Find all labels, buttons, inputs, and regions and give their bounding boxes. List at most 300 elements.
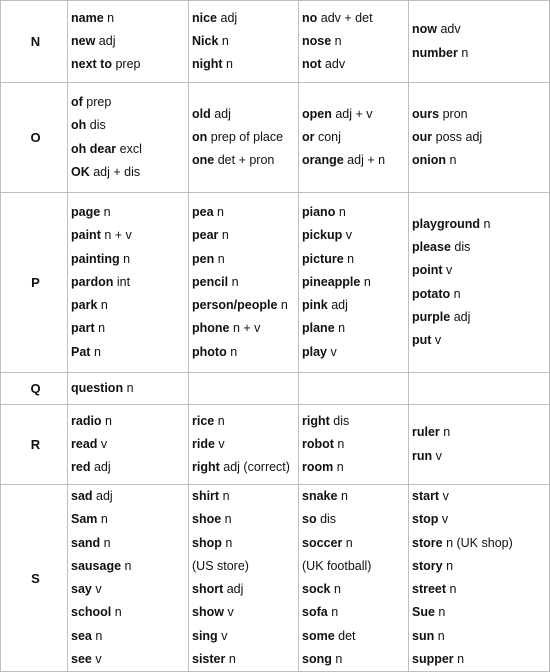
headword: supper	[412, 652, 454, 667]
part-of-speech: adj	[96, 489, 113, 503]
vocab-entry	[192, 578, 298, 601]
part-of-speech: n	[347, 251, 355, 266]
headword: put	[412, 333, 432, 348]
vocab-entry	[412, 283, 549, 306]
letter-row-q	[1, 373, 550, 405]
headword: please	[412, 239, 451, 254]
headword: pineapple	[302, 274, 361, 289]
vocab-entry	[192, 625, 298, 648]
vocab-entry	[412, 42, 549, 65]
headword: new	[71, 33, 96, 48]
part-of-speech: adv	[324, 57, 346, 72]
headword: Sam	[71, 512, 98, 527]
part-of-speech: n	[438, 605, 446, 620]
vocab-entry	[302, 53, 408, 76]
vocab-entry	[302, 625, 408, 648]
headword: next to	[71, 57, 112, 72]
part-of-speech: v	[435, 448, 442, 463]
headword: sofa	[302, 605, 328, 620]
vocab-entry	[302, 578, 408, 601]
part-of-speech: det + pron	[217, 153, 275, 168]
part-of-speech: n	[98, 321, 106, 336]
vocab-entry	[71, 248, 188, 271]
word-column-cell	[189, 83, 299, 193]
vocab-entry	[412, 103, 549, 126]
headword: Pat	[71, 344, 91, 359]
vocab-entry	[71, 114, 188, 137]
part-of-speech: n (UK shop)	[446, 535, 513, 550]
part-of-speech: n	[230, 344, 238, 359]
vocab-entry	[302, 341, 408, 364]
headword: Nick	[192, 33, 219, 48]
part-of-speech: n	[453, 286, 461, 301]
part-of-speech: pron	[442, 106, 468, 121]
vocab-entry	[412, 601, 549, 624]
part-of-speech: n	[457, 652, 465, 667]
part-of-speech: n	[333, 582, 341, 597]
part-of-speech: n	[224, 512, 232, 527]
vocab-entry	[302, 294, 408, 317]
word-column-cell	[189, 1, 299, 83]
vocab-entry	[412, 485, 549, 508]
headword: orange	[302, 153, 344, 168]
vocab-entry	[71, 53, 188, 76]
part-of-speech: v	[345, 228, 353, 243]
part-of-speech: n	[483, 216, 491, 231]
headword: phone	[192, 321, 230, 336]
headword: short	[192, 582, 224, 597]
headword: purple	[412, 309, 451, 324]
part-of-speech: int	[116, 274, 131, 289]
part-of-speech: n	[449, 153, 457, 168]
vocab-entry	[192, 648, 298, 671]
vocab-entry	[412, 329, 549, 352]
part-of-speech: n	[226, 57, 233, 72]
headword: some	[302, 628, 335, 643]
headword: old	[192, 106, 211, 121]
part-of-speech: n	[217, 204, 224, 219]
part-of-speech: n	[217, 251, 225, 266]
word-column-cell	[409, 1, 550, 83]
part-of-speech: prep of place	[210, 129, 284, 144]
headword: start	[412, 489, 440, 503]
headword: page	[71, 204, 101, 219]
headword: shop	[192, 535, 222, 550]
part-of-speech: v	[100, 436, 108, 451]
headword: shoe	[192, 512, 222, 527]
part-of-speech: n	[225, 535, 233, 550]
part-of-speech: n	[443, 425, 451, 440]
vocab-entry	[302, 555, 408, 578]
vocab-entry	[192, 224, 298, 247]
vocab-entry	[192, 53, 298, 76]
part-of-speech: n	[363, 274, 371, 289]
vocab-entry	[71, 224, 188, 247]
headword: person/people	[192, 298, 278, 313]
headword: soccer	[302, 535, 343, 550]
headword: nice	[192, 10, 218, 25]
vocab-entry	[412, 508, 549, 531]
word-column-cell	[299, 1, 409, 83]
headword: play	[302, 344, 328, 359]
headword: playground	[412, 216, 481, 231]
headword: read	[71, 436, 98, 451]
part-of-speech: v	[434, 333, 442, 348]
vocab-entry	[192, 201, 298, 224]
part-of-speech: adj + dis	[93, 164, 141, 179]
vocab-entry	[412, 18, 549, 41]
vocab-entry	[71, 271, 188, 294]
headword: onion	[412, 153, 447, 168]
headword: night	[192, 57, 223, 72]
headword: say	[71, 582, 92, 597]
vocab-entry	[302, 532, 408, 555]
vocab-entry	[302, 648, 408, 671]
part-of-speech: n	[228, 652, 236, 667]
part-of-speech: n	[124, 558, 132, 573]
word-column-cell	[189, 405, 299, 485]
headword: street	[412, 582, 447, 597]
part-of-speech: n	[107, 10, 115, 25]
headword: show	[192, 605, 224, 620]
word-column-cell	[409, 193, 550, 373]
vocab-entry	[412, 149, 549, 172]
headword: sister	[192, 652, 226, 667]
headword: sausage	[71, 558, 122, 573]
headword: point	[412, 263, 443, 278]
vocab-entry	[412, 259, 549, 282]
headword: ours	[412, 106, 440, 121]
vocab-entry	[71, 601, 188, 624]
letter-row-s	[1, 485, 550, 672]
part-of-speech: adj (correct)	[223, 460, 290, 475]
headword: potato	[412, 286, 451, 301]
part-of-speech: n	[337, 436, 345, 451]
part-of-speech: adj	[453, 309, 471, 324]
vocab-entry	[71, 138, 188, 161]
part-of-speech: n	[331, 605, 339, 620]
part-of-speech: n	[345, 535, 353, 550]
part-of-speech: n	[217, 413, 225, 428]
vocab-entry	[71, 91, 188, 114]
vocab-entry	[71, 341, 188, 364]
part-of-speech: n	[338, 321, 346, 336]
vocab-entry	[412, 236, 549, 259]
word-column-cell	[189, 193, 299, 373]
vocab-entry	[192, 433, 298, 456]
word-column-cell	[189, 485, 299, 672]
part-of-speech: n	[105, 413, 112, 428]
vocab-entry	[192, 601, 298, 624]
headword: school	[71, 605, 112, 620]
part-of-speech: v	[227, 605, 234, 620]
vocab-entry	[71, 485, 188, 508]
word-column-cell	[409, 485, 550, 672]
part-of-speech: n	[114, 605, 122, 620]
headword: park	[71, 298, 98, 313]
vocab-entry	[71, 377, 188, 400]
vocab-entry	[71, 294, 188, 317]
vocab-entry	[412, 648, 549, 671]
letter-heading: S	[1, 485, 68, 672]
vocab-entry	[192, 103, 298, 126]
headword: ruler	[412, 425, 440, 440]
part-of-speech: n	[221, 33, 229, 48]
part-of-speech: n	[335, 652, 343, 667]
vocab-entry	[192, 248, 298, 271]
headword: pen	[192, 251, 215, 266]
headword: sad	[71, 489, 93, 503]
vocab-entry	[71, 555, 188, 578]
vocab-entry	[71, 456, 188, 479]
vocab-entry	[192, 532, 298, 555]
vocab-entry	[302, 248, 408, 271]
vocab-entry	[412, 625, 549, 648]
vocab-entry	[71, 410, 188, 433]
headword: song	[302, 652, 332, 667]
headword: shirt	[192, 489, 220, 503]
headword: sun	[412, 628, 435, 643]
part-of-speech: n	[446, 558, 454, 573]
headword: nose	[302, 33, 332, 48]
vocab-entry	[192, 30, 298, 53]
vocab-entry	[302, 149, 408, 172]
vocabulary-table-body	[1, 1, 550, 672]
part-of-speech: adv + det	[320, 10, 373, 25]
word-column-cell	[299, 485, 409, 672]
word-column-cell	[299, 193, 409, 373]
headword: oh dear	[71, 141, 117, 156]
headword: paint	[71, 228, 101, 243]
part-of-speech: (US store)	[192, 558, 249, 573]
part-of-speech: n + v	[104, 228, 132, 243]
part-of-speech: n	[449, 582, 457, 597]
word-column-cell	[409, 83, 550, 193]
letter-heading: Q	[1, 373, 68, 405]
part-of-speech: v	[446, 263, 453, 278]
letter-heading: P	[1, 193, 68, 373]
vocab-entry	[412, 306, 549, 329]
part-of-speech: dis	[320, 512, 337, 527]
vocab-entry	[71, 648, 188, 671]
vocab-entry	[302, 224, 408, 247]
part-of-speech: n	[93, 344, 101, 359]
vocab-entry	[302, 317, 408, 340]
headword: sand	[71, 535, 101, 550]
headword: red	[71, 460, 91, 475]
part-of-speech: adv	[440, 22, 461, 37]
headword: photo	[192, 344, 227, 359]
headword: run	[412, 448, 433, 463]
headword: ride	[192, 436, 215, 451]
part-of-speech: v	[441, 512, 449, 527]
vocab-entry	[71, 625, 188, 648]
part-of-speech: conj	[317, 129, 341, 144]
headword: rice	[192, 413, 215, 428]
word-column-cell	[409, 405, 550, 485]
headword: sea	[71, 628, 92, 643]
letter-row-n	[1, 1, 550, 83]
headword: our	[412, 129, 433, 144]
headword: right	[192, 460, 220, 475]
part-of-speech: n	[100, 512, 108, 527]
word-column-cell	[68, 83, 189, 193]
part-of-speech: dis	[454, 239, 471, 254]
headword: or	[302, 129, 315, 144]
headword: snake	[302, 489, 338, 503]
part-of-speech: n	[231, 274, 239, 289]
part-of-speech: adj	[98, 33, 116, 48]
vocab-entry	[192, 508, 298, 531]
vocab-entry	[71, 532, 188, 555]
vocab-entry	[192, 271, 298, 294]
headword: one	[192, 153, 215, 168]
headword: pardon	[71, 274, 114, 289]
headword: of	[71, 94, 83, 109]
vocab-entry	[302, 7, 408, 30]
headword: open	[302, 106, 332, 121]
letter-row-r	[1, 405, 550, 485]
letter-heading: R	[1, 405, 68, 485]
word-column-cell	[189, 373, 299, 405]
headword: OK	[71, 164, 90, 179]
vocab-entry	[302, 30, 408, 53]
headword: robot	[302, 436, 334, 451]
headword: so	[302, 512, 317, 527]
headword: name	[71, 10, 104, 25]
letter-row-o	[1, 83, 550, 193]
part-of-speech: poss adj	[435, 129, 483, 144]
headword: Sue	[412, 605, 435, 620]
headword: radio	[71, 413, 102, 428]
vocab-entry	[71, 7, 188, 30]
headword: story	[412, 558, 443, 573]
headword: sing	[192, 628, 218, 643]
part-of-speech: adj	[226, 582, 244, 597]
headword: question	[71, 380, 124, 395]
vocab-entry	[192, 294, 298, 317]
vocab-entry	[412, 555, 549, 578]
headword: pencil	[192, 274, 229, 289]
headword: see	[71, 652, 92, 667]
part-of-speech: n	[126, 380, 134, 395]
vocab-entry	[412, 578, 549, 601]
vocab-entry	[302, 103, 408, 126]
part-of-speech: n	[334, 33, 342, 48]
vocab-entry	[302, 456, 408, 479]
word-column-cell	[299, 373, 409, 405]
vocab-entry	[71, 30, 188, 53]
vocab-entry	[302, 433, 408, 456]
word-column-cell	[299, 405, 409, 485]
headword: no	[302, 10, 318, 25]
part-of-speech: n	[103, 204, 111, 219]
vocab-entry	[192, 317, 298, 340]
word-column-cell	[68, 193, 189, 373]
part-of-speech: adj	[93, 460, 111, 475]
part-of-speech: v	[95, 652, 102, 667]
vocab-entry	[302, 485, 408, 508]
headword: plane	[302, 321, 335, 336]
headword: store	[412, 535, 443, 550]
part-of-speech: n	[340, 489, 348, 503]
word-column-cell	[68, 373, 189, 405]
headword: room	[302, 460, 334, 475]
headword: piano	[302, 204, 336, 219]
part-of-speech: adj	[214, 106, 231, 121]
vocab-entry	[71, 508, 188, 531]
headword: painting	[71, 251, 120, 266]
headword: right	[302, 413, 330, 428]
vocab-entry	[71, 201, 188, 224]
headword: now	[412, 22, 437, 37]
word-column-cell	[68, 485, 189, 672]
part-of-speech: prep	[86, 94, 112, 109]
part-of-speech: v	[442, 489, 449, 503]
part-of-speech: n	[461, 45, 469, 60]
vocab-entry	[71, 433, 188, 456]
headword: part	[71, 321, 95, 336]
part-of-speech: v	[221, 628, 228, 643]
vocab-entry	[302, 201, 408, 224]
vocab-entry	[192, 410, 298, 433]
part-of-speech: n	[103, 535, 111, 550]
headword: pickup	[302, 228, 343, 243]
headword: not	[302, 57, 322, 72]
part-of-speech: v	[218, 436, 225, 451]
part-of-speech: adj	[220, 10, 238, 25]
vocab-entry	[412, 213, 549, 236]
vocab-entry	[192, 485, 298, 508]
letter-row-p	[1, 193, 550, 373]
part-of-speech: (UK football)	[302, 558, 372, 573]
headword: pink	[302, 298, 328, 313]
headword: stop	[412, 512, 439, 527]
vocab-entry	[302, 601, 408, 624]
word-column-cell	[409, 373, 550, 405]
vocab-entry	[412, 445, 549, 468]
part-of-speech: adj	[331, 298, 348, 313]
vocab-entry	[192, 149, 298, 172]
part-of-speech: adj + n	[347, 153, 386, 168]
part-of-speech: dis	[89, 118, 106, 133]
vocab-entry	[302, 126, 408, 149]
headword: oh	[71, 118, 87, 133]
vocab-entry	[412, 532, 549, 555]
vocab-entry	[412, 126, 549, 149]
letter-heading: N	[1, 1, 68, 83]
vocab-entry	[192, 555, 298, 578]
part-of-speech: n	[221, 228, 229, 243]
vocab-entry	[71, 578, 188, 601]
part-of-speech: adj + v	[335, 106, 373, 121]
vocab-entry	[302, 410, 408, 433]
vocab-entry	[192, 341, 298, 364]
part-of-speech: n	[280, 298, 288, 313]
part-of-speech: n	[338, 204, 346, 219]
part-of-speech: v	[95, 582, 102, 597]
vocab-entry	[412, 421, 549, 444]
part-of-speech: dis	[333, 413, 350, 428]
vocab-entry	[302, 271, 408, 294]
vocab-entry	[71, 317, 188, 340]
word-column-cell	[299, 83, 409, 193]
part-of-speech: v	[330, 344, 337, 359]
part-of-speech: excl	[119, 141, 142, 156]
headword: sock	[302, 582, 331, 597]
word-column-cell	[68, 405, 189, 485]
headword: picture	[302, 251, 344, 266]
